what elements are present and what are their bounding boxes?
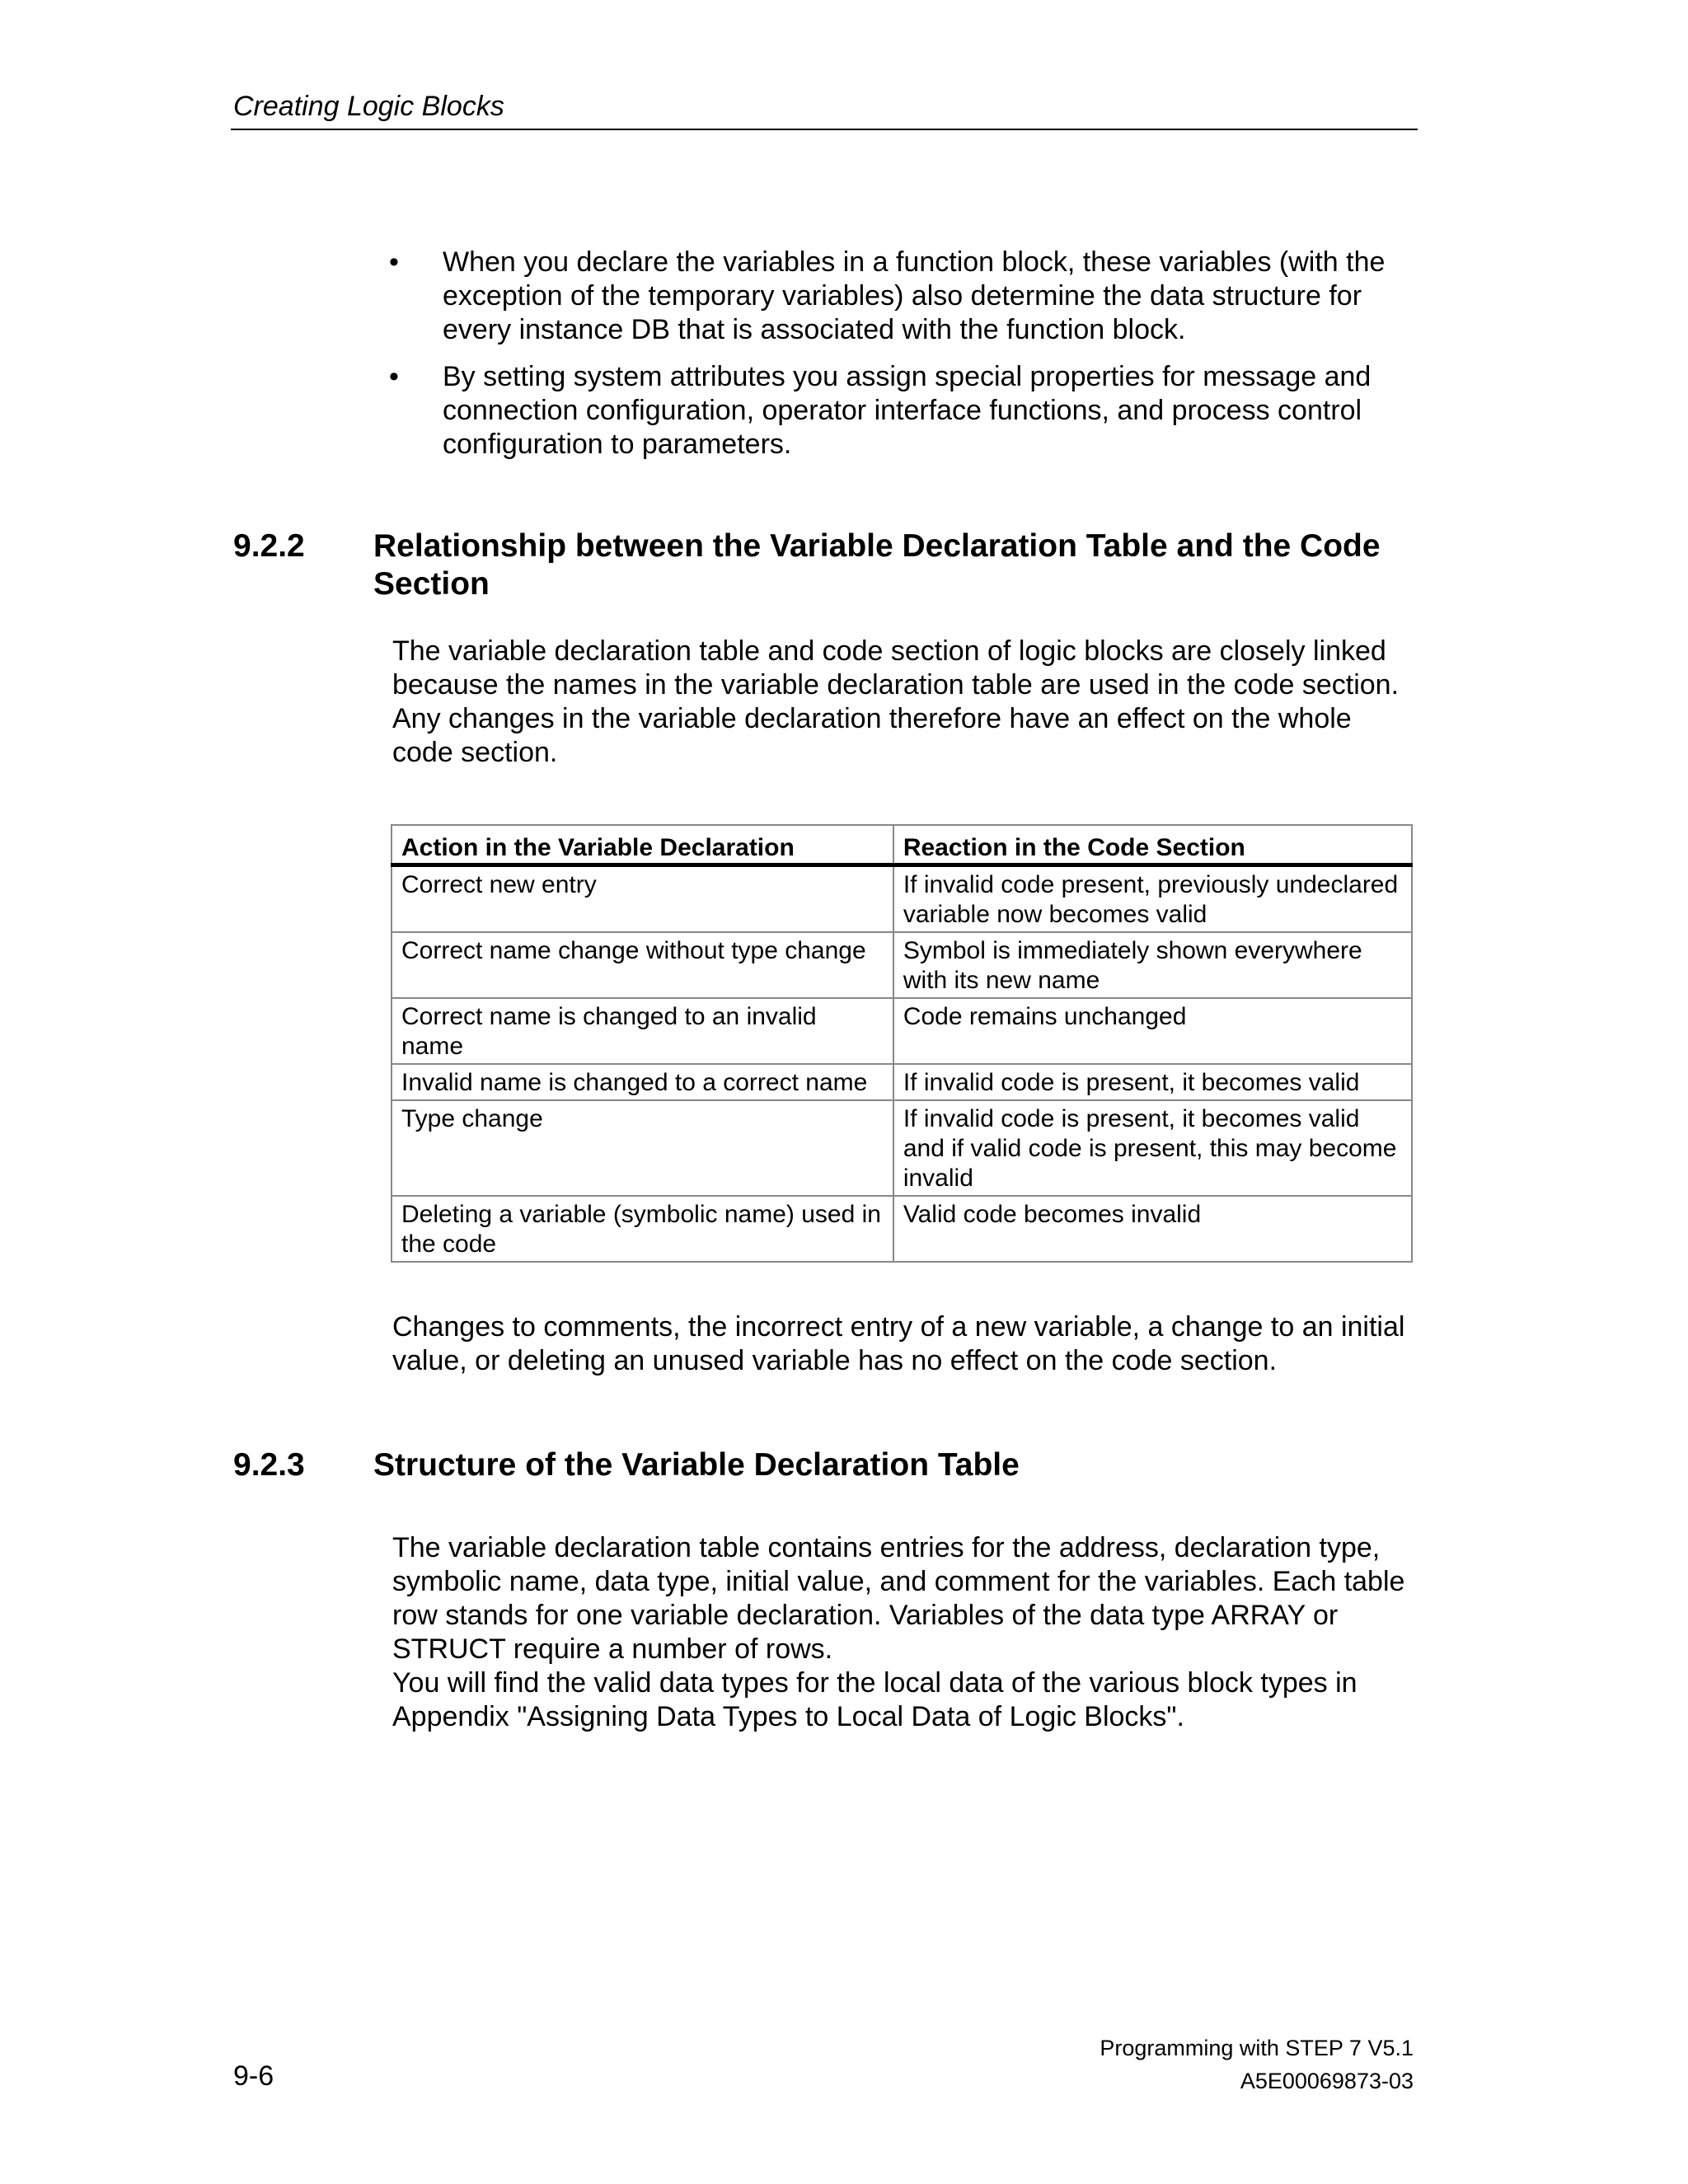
table-cell-action: Correct name is changed to an invalid name [392,998,893,1064]
table-row [392,1196,1412,1262]
table-cell-action: Deleting a variable (symbolic name) used in the code [392,1196,893,1262]
column-header-reaction: Reaction in the Code Section [893,825,1412,865]
table-cell-reaction: Code remains unchanged [893,998,1412,1064]
bullet-list [387,246,1409,475]
bullet-text: By setting system attributes you assign special properties for message and connection configuration, operator interface functions, and process control configuration to parameters. [443,361,1372,460]
table-row [392,1064,1412,1100]
section-title: Relationship between the Variable Declaration Table and the Code Section [373,528,1381,602]
bullet-text: When you declare the variables in a function block, these variables (with the exception of the temporary variables) also determine the data structure for every instance DB that is associated with the function block. [443,246,1386,345]
bullet-item [387,360,1409,462]
bullet-icon: • [389,361,399,392]
table-row [392,932,1412,998]
reaction-table [391,824,1413,1263]
bullet-item [387,246,1409,347]
section-922-intro: The variable declaration table and code section of logic blocks are closely linked because the names in the variable declaration table are used in the code section. Any changes in the variable declaration therefore have an effect on the whole code section. [392,635,1400,768]
section-923-paragraph-2: You will find the valid data types for the local data of the various block types in Appendix "Assigning Data Types to Local Data of Logic Blocks". [392,1667,1357,1732]
running-header: Creating Logic Blocks [233,91,504,122]
footer-book-title: Programming with STEP 7 V5.1 [1100,2036,1414,2060]
footer-doc-number: A5E00069873-03 [1240,2069,1414,2093]
section-923-paragraph-1: The variable declaration table contains entries for the address, declaration type, symbolic name, data type, initial value, and comment for the variables. Each table row stands for one variable declaration. Variables of the data type ARRAY or STRUCT require a number of rows. [392,1532,1405,1665]
table-cell-action: Correct new entry [392,865,893,933]
section-number: 9.2.3 [233,1447,305,1483]
header-rule [231,129,1418,130]
table-row [392,1100,1412,1196]
section-title: Structure of the Variable Declaration Table [373,1447,1020,1483]
table-row [392,998,1412,1064]
table-cell-action: Invalid name is changed to a correct name [392,1064,893,1100]
section-922-note: Changes to comments, the incorrect entry of a new variable, a change to an initial value, or deleting an unused variable has no effect on the code section. [392,1311,1405,1376]
table-header-row [392,825,1412,865]
table-cell-reaction: If invalid code is present, it becomes valid [893,1064,1412,1100]
table-cell-action: Type change [392,1100,893,1196]
page-number: 9-6 [233,2060,274,2092]
bullet-icon: • [389,246,399,278]
column-header-action: Action in the Variable Declaration [392,825,893,865]
footer-publication-info [1100,2032,1414,2097]
table-cell-action: Correct name change without type change [392,932,893,998]
table-cell-reaction: If invalid code present, previously undeclared variable now becomes valid [893,865,1412,933]
table-row [392,865,1412,933]
table-cell-reaction: Valid code becomes invalid [893,1196,1412,1262]
table-cell-reaction: If invalid code is present, it becomes valid and if valid code is present, this may become invalid [893,1100,1412,1196]
table-cell-reaction: Symbol is immediately shown everywhere with its new name [893,932,1412,998]
section-number: 9.2.2 [233,528,305,564]
